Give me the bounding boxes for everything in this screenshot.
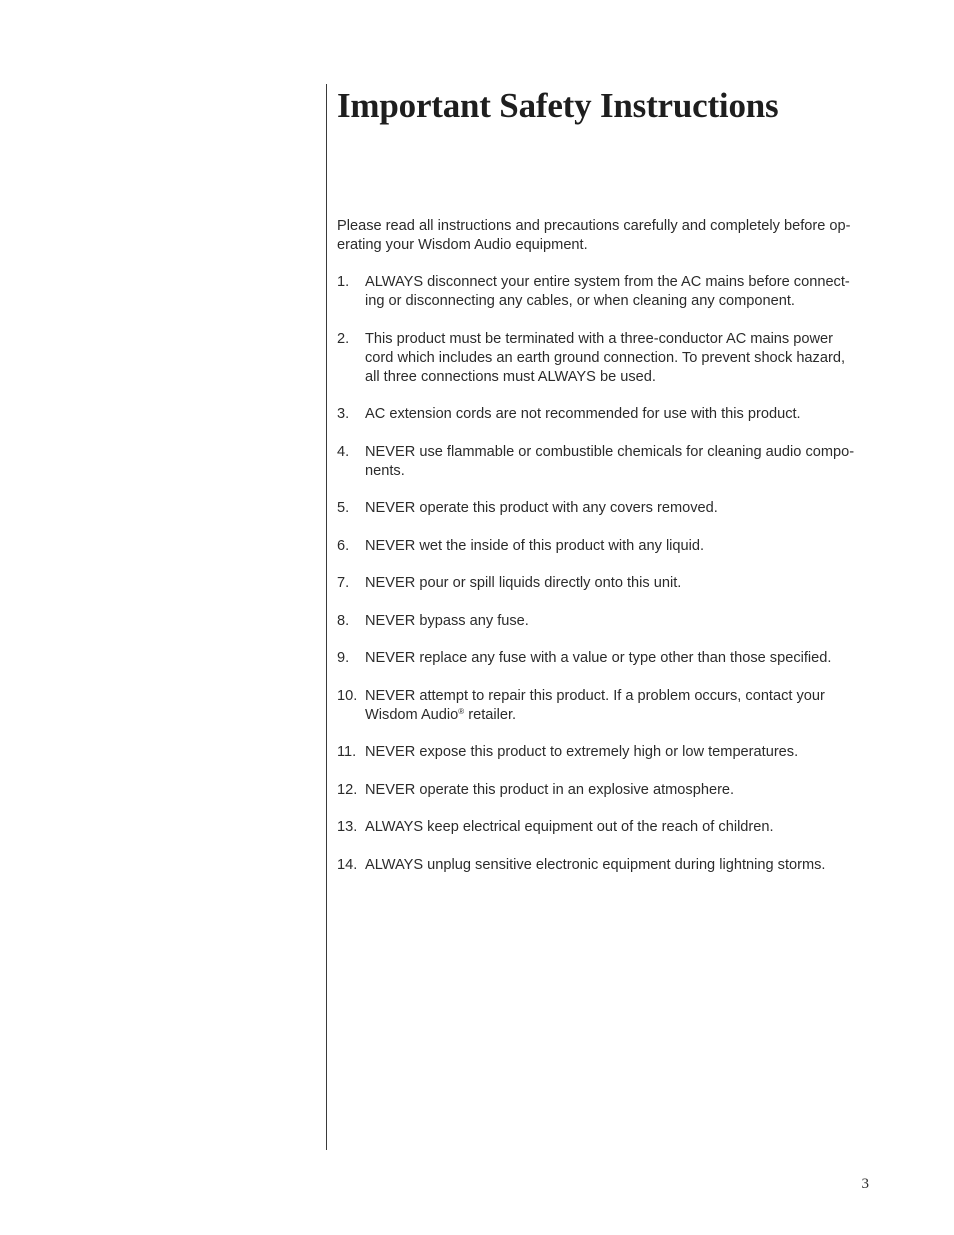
- intro-line-2: erating your Wisdom Audio equipment.: [337, 237, 588, 253]
- item-number: 13.: [337, 819, 358, 835]
- list-item: [337, 443, 877, 481]
- vertical-divider-rule: [326, 84, 327, 1150]
- list-item: [337, 405, 877, 424]
- list-item: [337, 499, 877, 518]
- list-item: [337, 537, 877, 556]
- list-item: [337, 330, 877, 387]
- item-number: 14.: [337, 856, 358, 873]
- registered-mark: ®: [458, 706, 465, 716]
- item-number: 10.: [337, 687, 358, 704]
- item-number: 6.: [337, 537, 350, 554]
- item-number: 4.: [337, 443, 350, 460]
- item-text-line: NEVER bypass any fuse.: [365, 612, 529, 629]
- item-text-line: ALWAYS keep electrical equipment out of the reach of children.: [365, 819, 774, 835]
- item-number: 11.: [337, 744, 357, 760]
- item-number: 5.: [337, 500, 350, 516]
- item-number: 1.: [337, 274, 350, 290]
- item-number: 3.: [337, 406, 350, 422]
- brand-name: Wisdom Audio: [365, 706, 459, 723]
- item-text-line: NEVER attempt to repair this product. If a problem occurs, contact your: [365, 687, 825, 704]
- intro-line-1: Please read all instructions and precautions carefully and completely before op-: [337, 218, 851, 234]
- item-text-line: [365, 707, 516, 723]
- item-text-line: AC extension cords are not recommended for use with this product.: [365, 406, 801, 422]
- item-text-line: NEVER expose this product to extremely high or low temperatures.: [365, 744, 799, 760]
- item-number: 12.: [337, 781, 358, 798]
- item-text-line: ALWAYS disconnect your entire system from the AC mains before connect-: [365, 274, 850, 290]
- item-number: 9.: [337, 650, 350, 666]
- item-text-line: NEVER replace any fuse with a value or type other than those specified.: [365, 650, 832, 666]
- item-text-line: ALWAYS unplug sensitive electronic equipment during lightning storms.: [365, 856, 826, 873]
- item-text-line: NEVER wet the inside of this product with any liquid.: [365, 537, 705, 554]
- item-text-line: nents.: [365, 462, 405, 479]
- list-item: [337, 574, 877, 593]
- page-title: Important Safety Instructions: [337, 86, 779, 125]
- item-text-line: NEVER use flammable or combustible chemicals for cleaning audio compo-: [365, 443, 855, 460]
- item-number: 7.: [337, 575, 350, 591]
- list-item: [337, 818, 877, 837]
- list-item: [337, 612, 877, 631]
- item-text-line: ing or disconnecting any cables, or when cleaning any component.: [365, 293, 795, 309]
- list-item: [337, 856, 877, 875]
- list-item: [337, 649, 877, 668]
- list-item: [337, 687, 877, 725]
- item-text-line: all three connections must ALWAYS be used.: [365, 368, 656, 385]
- intro-paragraph: [337, 217, 877, 255]
- item-number: 8.: [337, 612, 350, 629]
- safety-instructions-list: [337, 273, 877, 893]
- item-text-line: NEVER operate this product with any covers removed.: [365, 500, 718, 516]
- item-text-line: NEVER pour or spill liquids directly onto this unit.: [365, 575, 682, 591]
- list-item: [337, 273, 877, 311]
- item-text-line: cord which includes an earth ground connection. To prevent shock hazard,: [365, 349, 845, 366]
- list-item: [337, 743, 877, 762]
- item-text-line: NEVER operate this product in an explosive atmosphere.: [365, 781, 735, 798]
- item-text-tail: retailer.: [464, 706, 517, 723]
- item-number: 2.: [337, 330, 350, 347]
- item-text-line: This product must be terminated with a three-conductor AC mains power: [365, 330, 834, 347]
- list-item: [337, 781, 877, 800]
- page-number: 3: [861, 1176, 869, 1192]
